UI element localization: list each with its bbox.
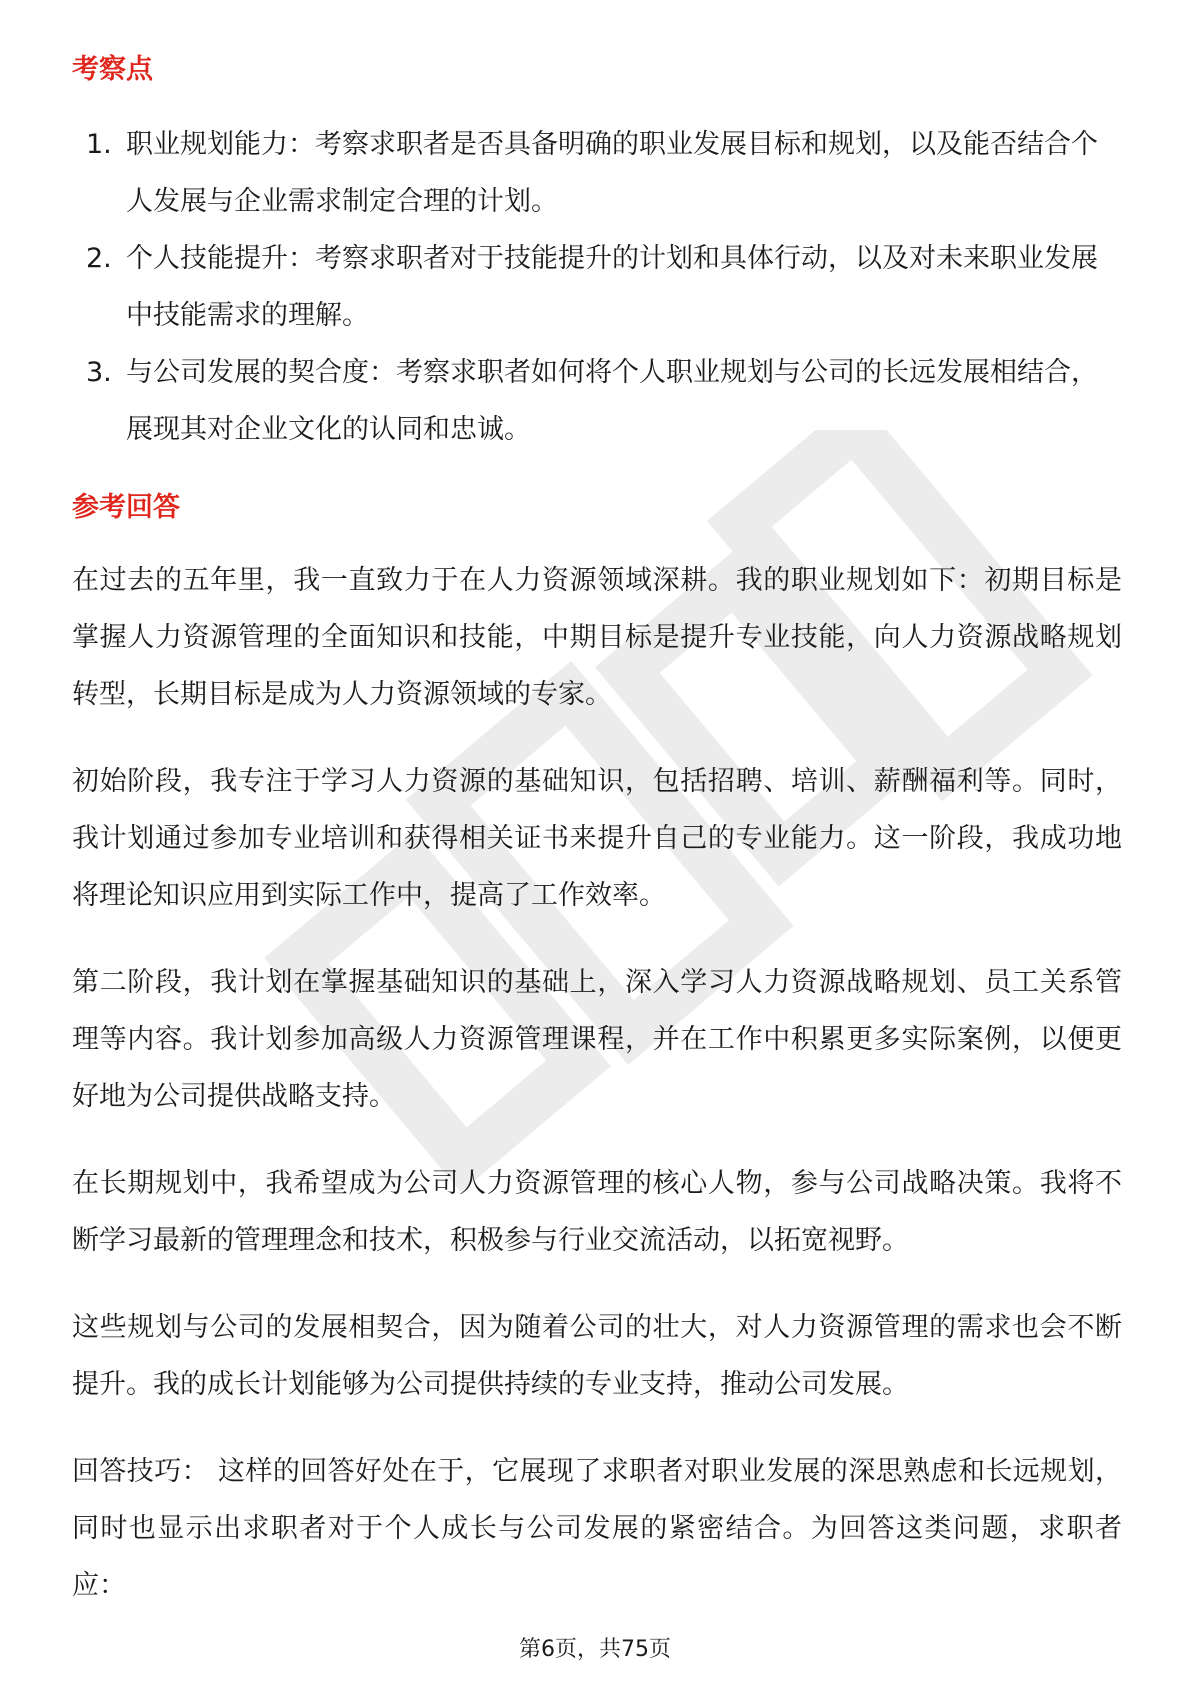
answer-paragraph: 第二阶段，我计划在掌握基础知识的基础上，深入学习人力资源战略规划、员工关系管理等内容。我计划参加高级人力资源管理课程，并在工作中积累更多实际案例，以便更好地为公司提供战略支持。 [72,967,1122,1112]
list-item [72,116,1122,230]
list-item-number: 3. [86,357,112,388]
answer-paragraph: 这些规划与公司的发展相契合，因为随着公司的壮大，对人力资源管理的需求也会不断提升。我的成长计划能够为公司提供持续的专业支持，推动公司发展。 [72,1312,1122,1400]
list-item-number: 1. [86,129,112,160]
answer-paragraph: 初始阶段，我专注于学习人力资源的基础知识，包括招聘、培训、薪酬福利等。同时，我计划通过参加专业培训和获得相关证书来提升自己的专业能力。这一阶段，我成功地将理论知识应用到实际工作中，提高了工作效率。 [72,766,1122,911]
page-number-footer: 第6页，共75页 [519,1637,671,1662]
list-item-text: 与公司发展的契合度：考察求职者如何将个人职业规划与公司的长远发展相结合，展现其对企业文化的认同和忠诚。 [126,357,1098,445]
list-item [72,230,1122,344]
answer-tips-paragraph: 回答技巧： 这样的回答好处在于，它展现了求职者对职业发展的深思熟虑和长远规划，同时也显示出求职者对于个人成长与公司发展的紧密结合。为回答这类问题，求职者应： [72,1456,1122,1601]
heading-assessment-points: 考察点 [72,54,153,85]
assessment-points-list [72,116,1122,458]
list-item-text: 职业规划能力：考察求职者是否具备明确的职业发展目标和规划，以及能否结合个人发展与企业需求制定合理的计划。 [126,129,1098,217]
list-item [72,344,1122,458]
list-item-number: 2. [86,243,112,274]
answer-paragraph: 在长期规划中，我希望成为公司人力资源管理的核心人物，参与公司战略决策。我将不断学习最新的管理理念和技术，积极参与行业交流活动，以拓宽视野。 [72,1168,1122,1256]
heading-reference-answer: 参考回答 [72,492,180,523]
list-item-text: 个人技能提升：考察求职者对于技能提升的计划和具体行动，以及对未来职业发展中技能需求的理解。 [126,243,1098,331]
answer-paragraph: 在过去的五年里，我一直致力于在人力资源领域深耕。我的职业规划如下：初期目标是掌握人力资源管理的全面知识和技能，中期目标是提升专业技能，向人力资源战略规划转型，长期目标是成为人力资源领域的专家。 [72,565,1122,710]
document-page [72,48,1122,1614]
